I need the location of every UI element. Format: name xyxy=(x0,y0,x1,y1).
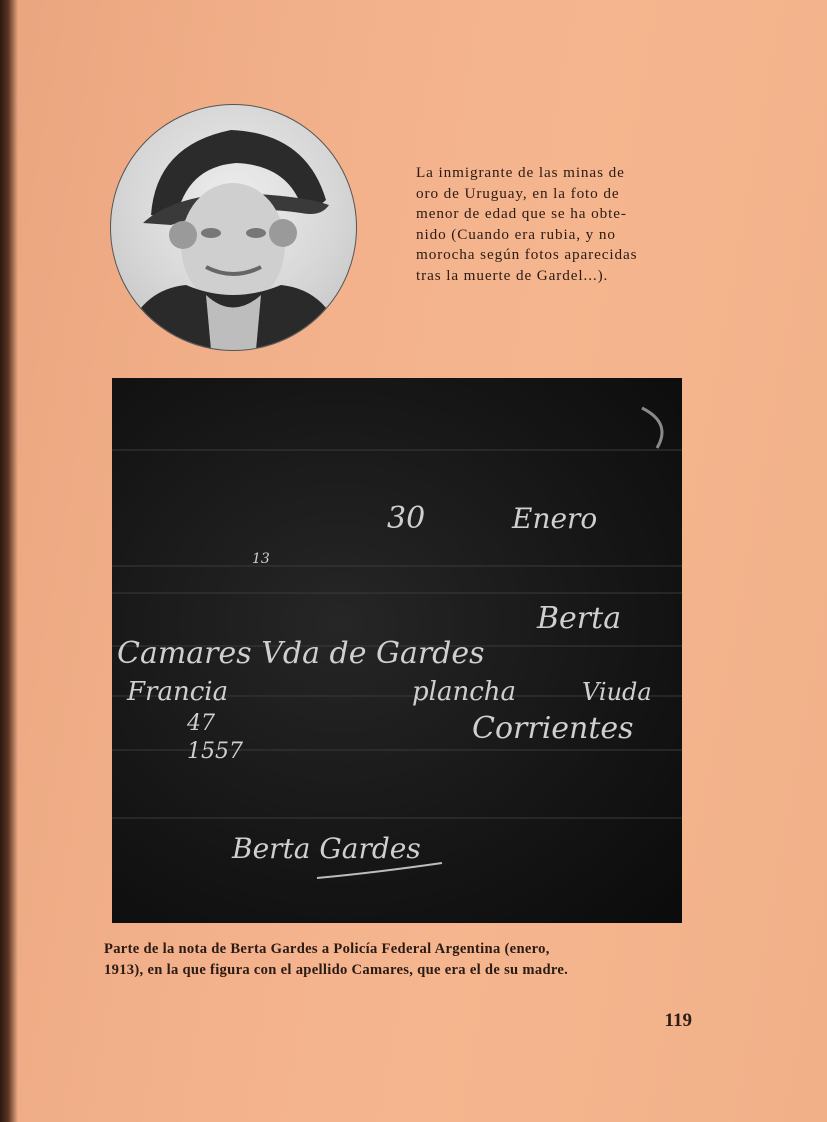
letter-given-name: Berta xyxy=(537,601,622,636)
portrait-photo xyxy=(110,104,357,351)
letter-signature: Berta Gardes xyxy=(232,832,421,865)
page-number: 119 xyxy=(664,1010,692,1031)
letter-photo xyxy=(112,378,682,923)
letter-origin: Francia xyxy=(127,677,229,707)
letter-house-number: 1557 xyxy=(187,739,243,764)
photo-caption: La inmigrante de las minas de oro de Uruguay, en la foto de menor de edad que se ha obte- nido (Cuando era rubia, y no morocha según fotos aparecidas tras la muerte de Gardel...). xyxy=(416,164,638,284)
book-spine-shadow xyxy=(0,0,18,1122)
letter-surname-line: Camares Vda de Gardes xyxy=(117,636,485,671)
letter-status: Viuda xyxy=(582,678,652,706)
letter-number: 47 xyxy=(187,711,215,736)
figure-caption: Parte de la nota de Berta Gardes a Policía Federal Argentina (enero, 1913), en la que figura con el apellido Camares, que era el de su madre. xyxy=(104,941,569,978)
letter-date-day: 30 xyxy=(387,501,426,536)
letter-date-month: Enero xyxy=(512,502,598,535)
letter-profession: plancha xyxy=(412,677,517,707)
letter-street: Corrientes xyxy=(472,711,634,746)
letter-line-13: 13 xyxy=(252,551,270,567)
